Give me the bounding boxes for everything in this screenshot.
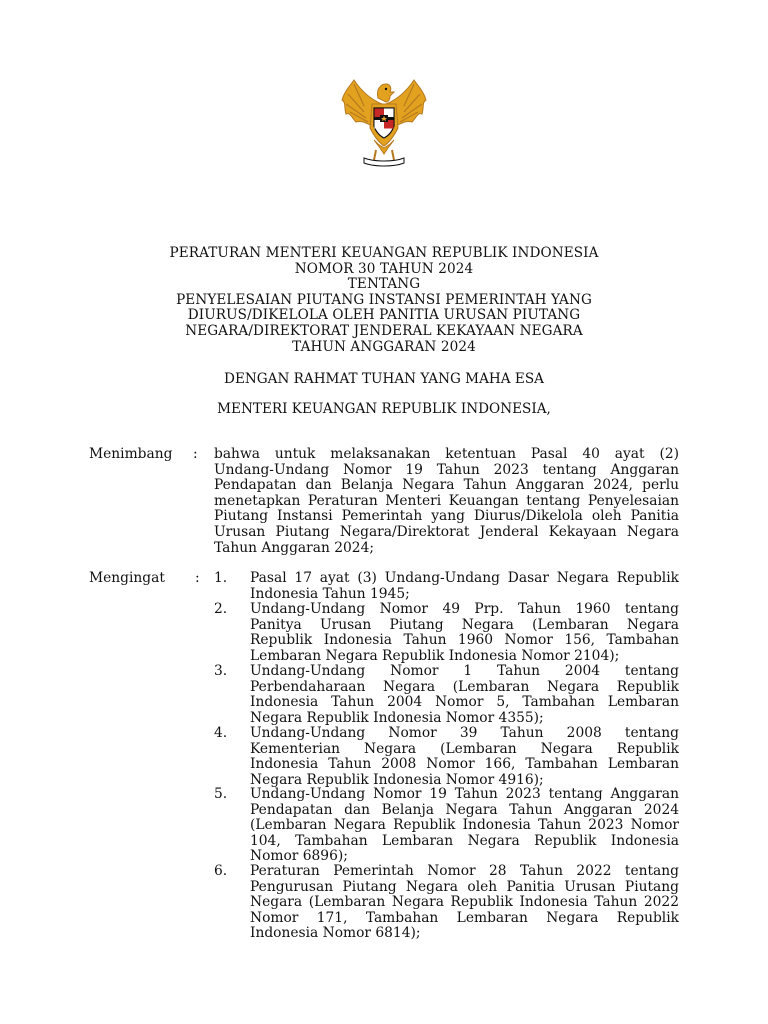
mengingat-item-line: Lembaran Negara Republik Indonesia Nomor 2104); bbox=[250, 648, 620, 664]
mengingat-item-line: Indonesia Tahun 1945; bbox=[250, 586, 410, 602]
mengingat-item-number: 4. bbox=[214, 725, 228, 741]
mengingat-item bbox=[250, 726, 679, 788]
mengingat-item-line: Indonesia Tahun 2004 Nomor 5, Tambahan Lembaran bbox=[250, 695, 679, 711]
mengingat-item bbox=[250, 571, 679, 602]
menimbang-colon: : bbox=[193, 446, 198, 462]
mengingat-item-line: Peraturan Pemerintah Nomor 28 Tahun 2022 tentang bbox=[250, 864, 679, 879]
mengingat-item-line: Negara (Lembaran Negara Republik Indonesia Tahun 2022 bbox=[250, 895, 679, 911]
menimbang-line: Piutang Instansi Pemerintah yang Diurus/Dikelola oleh Panitia bbox=[214, 509, 679, 525]
mengingat-colon: : bbox=[195, 570, 200, 586]
heading-line-5: DIURUS/DIKELOLA OLEH PANITIA URUSAN PIUTANG bbox=[187, 307, 581, 324]
mengingat-item-line: 104, Tambahan Lembaran Negara Republik Indonesia bbox=[250, 833, 679, 849]
mengingat-item-line: Kementerian Negara (Lembaran Negara Republik bbox=[250, 741, 679, 757]
garuda-pancasila-emblem-icon bbox=[334, 70, 434, 170]
mengingat-item-line: Pengurusan Piutang Negara oleh Panitia Urusan Piutang bbox=[250, 879, 679, 895]
menimbang-line: Tahun Anggaran 2024; bbox=[214, 540, 374, 556]
menimbang-line: bahwa untuk melaksanakan ketentuan Pasal 40 ayat (2) bbox=[214, 447, 679, 462]
mengingat-item-line: Perbendaharaan Negara (Lembaran Negara Republik bbox=[250, 679, 679, 695]
heading-line-4: PENYELESAIAN PIUTANG INSTANSI PEMERINTAH YANG bbox=[176, 291, 592, 308]
issuer-line: MENTERI KEUANGAN REPUBLIK INDONESIA, bbox=[217, 401, 551, 417]
menimbang-line: menetapkan Peraturan Menteri Keuangan tentang Penyelesaian bbox=[214, 493, 679, 509]
mengingat-item bbox=[250, 864, 679, 942]
mengingat-item-line: Nomor 6896); bbox=[250, 849, 348, 865]
regulation-heading bbox=[90, 246, 678, 355]
mengingat-item-line: Republik Indonesia Tahun 1960 Nomor 156, Tambahan bbox=[250, 633, 679, 649]
mengingat-item-line: Pasal 17 ayat (3) Undang-Undang Dasar Negara Republik bbox=[250, 571, 679, 586]
mengingat-item-line: Indonesia Tahun 2008 Nomor 166, Tambahan Lembaran bbox=[250, 757, 679, 773]
mengingat-item-line: Undang-Undang Nomor 49 Prp. Tahun 1960 tentang bbox=[250, 602, 679, 617]
heading-line-1: PERATURAN MENTERI KEUANGAN REPUBLIK INDONESIA bbox=[169, 245, 599, 261]
mengingat-item-line: Undang-Undang Nomor 1 Tahun 2004 tentang bbox=[250, 664, 679, 679]
mengingat-item-line: Nomor 171, Tambahan Lembaran Negara Republik bbox=[250, 910, 679, 926]
mengingat-item-line: Pendapatan dan Belanja Negara Tahun Anggaran 2024 bbox=[250, 802, 679, 818]
mengingat-item-line: Panitya Urusan Piutang Negara (Lembaran Negara bbox=[250, 617, 679, 633]
mengingat-item-line: Negara Republik Indonesia Nomor 4916); bbox=[250, 772, 544, 788]
mengingat-label: Mengingat bbox=[89, 570, 165, 586]
menimbang-line: Urusan Piutang Negara/Direktorat Jenderal Kekayaan Negara bbox=[214, 524, 679, 540]
mengingat-item-number: 5. bbox=[214, 786, 228, 802]
mengingat-item bbox=[250, 787, 679, 865]
mengingat-item bbox=[250, 602, 679, 664]
mengingat-item-number: 2. bbox=[214, 601, 228, 617]
mengingat-item-number: 1. bbox=[214, 570, 228, 586]
mengingat-item-line: Undang-Undang Nomor 19 Tahun 2023 tentang Anggaran bbox=[250, 787, 679, 802]
menimbang-body bbox=[214, 447, 679, 556]
menimbang-line: Undang-Undang Nomor 19 Tahun 2023 tentang Anggaran bbox=[214, 462, 679, 478]
heading-line-2: NOMOR 30 TAHUN 2024 bbox=[294, 260, 474, 277]
mengingat-item-line: Negara Republik Indonesia Nomor 4355); bbox=[250, 710, 544, 726]
menimbang-line: Pendapatan dan Belanja Negara Tahun Anggaran 2024, perlu bbox=[214, 478, 679, 494]
mengingat-item bbox=[250, 664, 679, 726]
menimbang-label: Menimbang bbox=[89, 446, 173, 462]
invocation-line: DENGAN RAHMAT TUHAN YANG MAHA ESA bbox=[224, 371, 544, 387]
mengingat-item-number: 3. bbox=[214, 663, 228, 679]
mengingat-item-line: Indonesia Nomor 6814); bbox=[250, 926, 421, 942]
mengingat-item-line: (Lembaran Negara Republik Indonesia Tahun 2023 Nomor bbox=[250, 818, 679, 834]
mengingat-item-line: Undang-Undang Nomor 39 Tahun 2008 tentang bbox=[250, 726, 679, 741]
heading-line-7: TAHUN ANGGARAN 2024 bbox=[292, 338, 476, 355]
mengingat-item-number: 6. bbox=[214, 863, 228, 879]
heading-line-3: TENTANG bbox=[347, 276, 421, 293]
heading-line-6: NEGARA/DIREKTORAT JENDERAL KEKAYAAN NEGARA bbox=[185, 322, 583, 339]
